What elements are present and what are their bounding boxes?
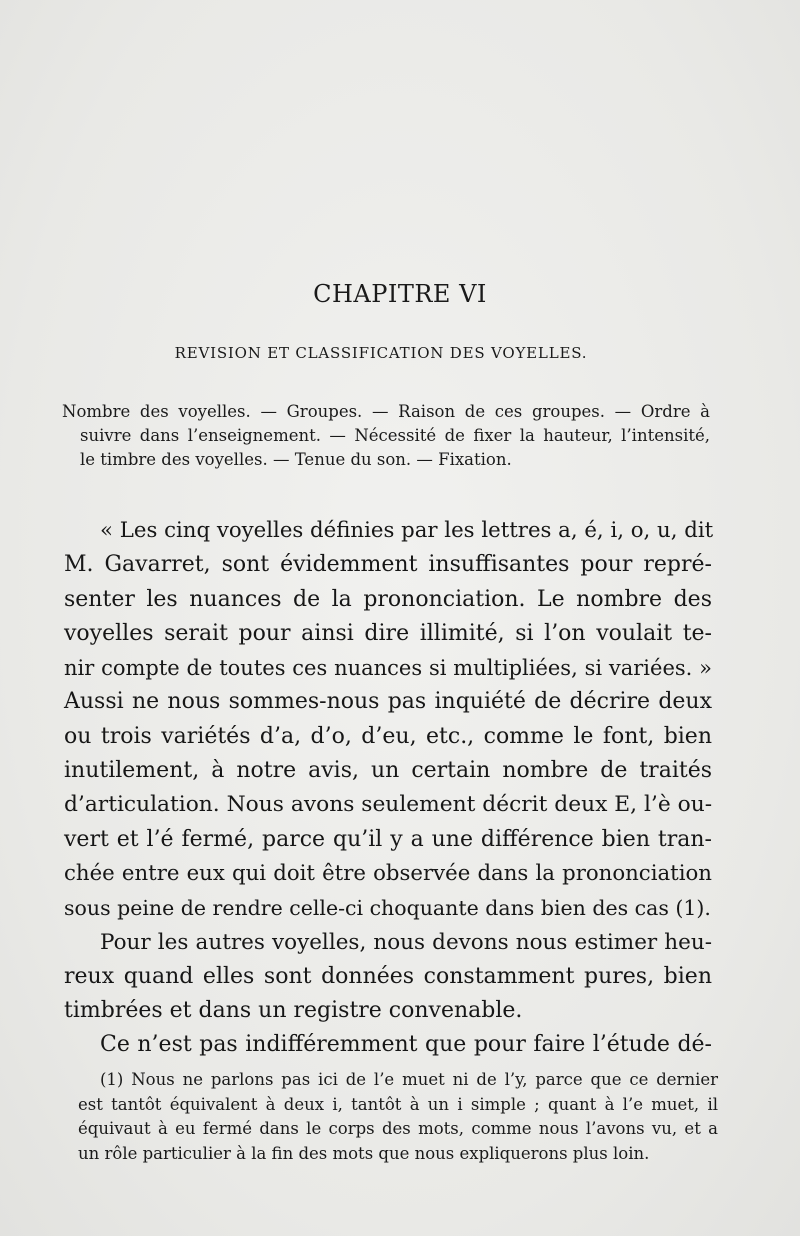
- body-line: timbrées et dans un registre convenable.: [64, 998, 523, 1024]
- body-line: Pour les autres voyelles, nous devons nous estimer heu-: [100, 929, 712, 955]
- footnote-line: un rôle particulier à la fin des mots que nous expliquerons plus loin.: [78, 1143, 650, 1163]
- body-line: reux quand elles sont données constamment pures, bien: [64, 963, 712, 989]
- body-line: d’articulation. Nous avons seulement décrit deux E, l’è ou-: [64, 792, 713, 818]
- body-line: « Les cinq voyelles définies par les lettres a, é, i, o, u, dit: [100, 518, 714, 543]
- body-line: sous peine de rendre celle-ci choquante dans bien des cas (1).: [64, 896, 711, 921]
- footnote: [78, 1068, 718, 1166]
- body-line: vert et l’é fermé, parce qu’il y a une différence bien tran-: [64, 826, 712, 852]
- body-line: inutilement, à notre avis, un certain nombre de traités: [64, 758, 712, 784]
- body-line: ou trois variétés d’a, d’o, d’eu, etc., comme le font, bien: [64, 723, 712, 749]
- body-line: chée entre eux qui doit être observée dans la prononciation: [64, 860, 712, 886]
- body-paragraphs: [64, 514, 712, 1063]
- summary-line: suivre dans l’enseignement. — Nécessité de fixer la hauteur, l’intensité,: [80, 426, 710, 445]
- body-line: M. Gavarret, sont évidemment insuffisantes pour repré-: [64, 552, 712, 578]
- body-line: voyelles serait pour ainsi dire illimité, si l’on voulait te-: [64, 620, 712, 646]
- footnote-line: équivaut à eu fermé dans le corps des mots, comme nous l’avons vu, et a: [78, 1119, 718, 1138]
- summary-line: Nombre des voyelles. — Groupes. — Raison de ces groupes. — Ordre à: [62, 402, 710, 421]
- body-line: Ce n’est pas indifféremment que pour faire l’étude dé-: [100, 1032, 712, 1058]
- footnote-line: est tantôt équivalent à deux i, tantôt à un i simple ; quant à l’e muet, il: [78, 1094, 718, 1114]
- summary-line: le timbre des voyelles. — Tenue du son. — Fixation.: [80, 450, 512, 469]
- chapter-summary: [62, 400, 710, 472]
- body-line: nir compte de toutes ces nuances si multipliées, si variées. »: [64, 656, 712, 681]
- chapter-subtitle: REVISION ET CLASSIFICATION DES VOYELLES.: [174, 344, 588, 362]
- body-line: Aussi ne nous sommes-nous pas inquiété de décrire deux: [64, 689, 712, 715]
- chapter-title: CHAPITRE VI: [313, 280, 487, 308]
- footnote-line: (1) Nous ne parlons pas ici de l’e muet ni de l’y, parce que ce dernier: [100, 1070, 718, 1089]
- body-line: senter les nuances de la prononciation. Le nombre des: [64, 586, 712, 612]
